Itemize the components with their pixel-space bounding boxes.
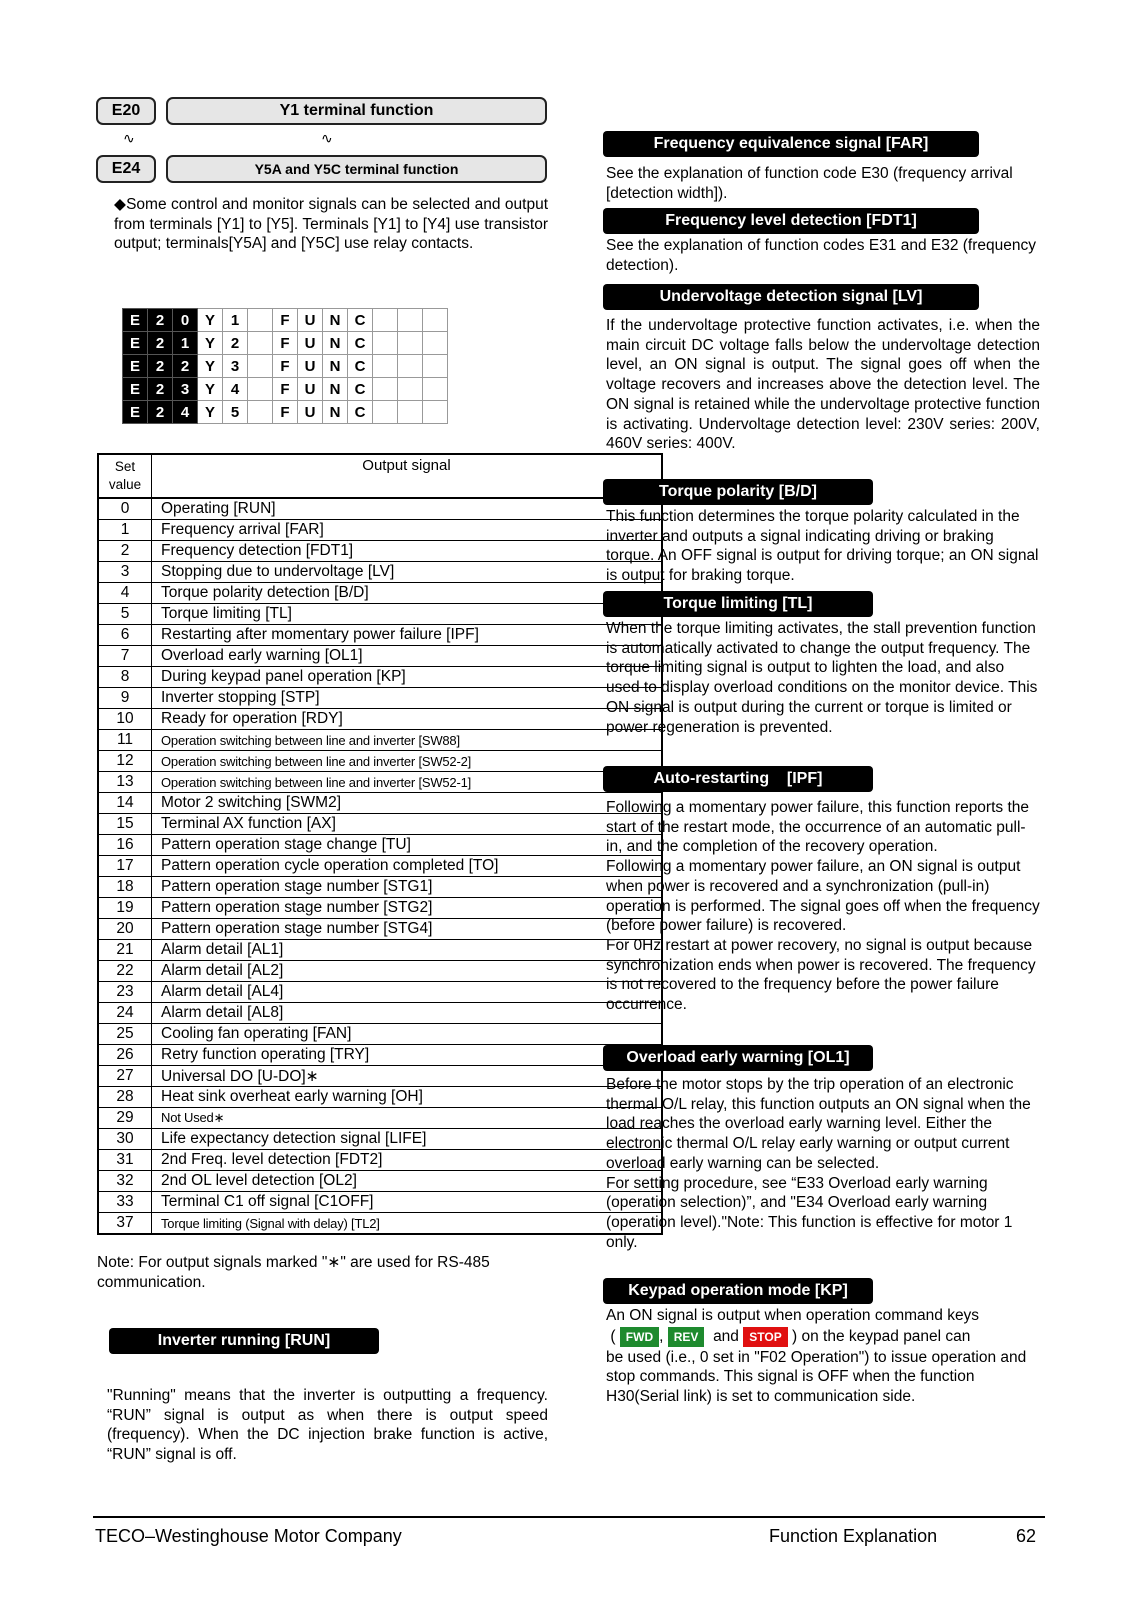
table-row	[98, 1129, 662, 1150]
output-signal-cell: Not Used∗	[152, 1108, 663, 1129]
display-cell: Y	[198, 332, 223, 355]
table-row	[98, 856, 662, 877]
kp-text-pre: An ON signal is output when operation command keys	[606, 1307, 980, 1324]
table-row	[98, 709, 662, 730]
set-value-cell: 25	[98, 1024, 152, 1045]
kp-comma: ,	[659, 1327, 664, 1345]
display-cell: E	[123, 309, 148, 332]
table-row	[98, 751, 662, 772]
kp-text-body: be used (i.e., 0 set in "F02 Operation") to issue operation and stop commands. This signal is OFF when the function H30(Serial link) is set to communication side.	[606, 1348, 1027, 1406]
display-row	[123, 332, 448, 355]
table-row	[98, 1108, 662, 1129]
footer-page-number: 62	[1016, 1526, 1037, 1546]
table-row	[98, 1024, 662, 1045]
output-signal-cell: 2nd Freq. level detection [FDT2]	[152, 1150, 663, 1171]
set-value-cell: 28	[98, 1087, 152, 1108]
footer-section: Function Explanation	[769, 1526, 938, 1546]
output-signal-cell: Overload early warning [OL1]	[152, 646, 663, 667]
set-value-cell: 11	[98, 730, 152, 751]
table-row	[98, 898, 662, 919]
table-row	[98, 667, 662, 688]
display-cell: 1	[173, 332, 198, 355]
table-row	[98, 583, 662, 604]
display-cell	[248, 309, 273, 332]
display-cell	[398, 401, 423, 424]
output-signal-cell: Operating [RUN]	[152, 498, 663, 520]
table-row	[98, 793, 662, 814]
output-signal-cell: Terminal C1 off signal [C1OFF]	[152, 1192, 663, 1213]
table-header-row	[98, 454, 662, 498]
display-cell: U	[298, 401, 323, 424]
table-row	[98, 1087, 662, 1108]
footer-rule	[93, 1516, 1045, 1518]
display-cell: 2	[148, 309, 173, 332]
output-signal-cell: Pattern operation stage number [STG1]	[152, 877, 663, 898]
output-signal-cell: Universal DO [U-DO]∗	[152, 1066, 663, 1087]
output-signal-cell: During keypad panel operation [KP]	[152, 667, 663, 688]
output-signal-cell: 2nd OL level detection [OL2]	[152, 1171, 663, 1192]
table-row	[98, 1150, 662, 1171]
output-signal-cell: Heat sink overheat early warning [OH]	[152, 1087, 663, 1108]
display-cell: 4	[223, 378, 248, 401]
table-row	[98, 498, 662, 520]
ipf-text-2: Following a momentary power failure, an ON signal is output when power is recovered and a synchronization (pull-in) operation is performed. The signal goes off when the frequency (before power failure) is recovered.	[606, 858, 1040, 935]
display-cell: U	[298, 332, 323, 355]
kp-keys-line	[606, 1326, 1040, 1348]
set-value-cell: 16	[98, 835, 152, 856]
lcd-display-grid	[122, 308, 448, 424]
display-cell: C	[348, 309, 373, 332]
display-row	[123, 309, 448, 332]
display-cell: 2	[148, 378, 173, 401]
display-cell: U	[298, 309, 323, 332]
display-cell: N	[323, 309, 348, 332]
display-cell	[398, 378, 423, 401]
ol1-text-1: Before the motor stops by the trip operation of an electronic thermal O/L relay, this function outputs an ON signal when the load reaches the overload early warning level. Either the electronic thermal O/L relay early warning or output current overload early warning can be selected.	[606, 1076, 1031, 1172]
display-row	[123, 355, 448, 378]
output-signal-cell: Life expectancy detection signal [LIFE]	[152, 1129, 663, 1150]
display-cell: Y	[198, 401, 223, 424]
range-tilde-right: ∿	[321, 130, 333, 146]
table-row	[98, 625, 662, 646]
display-cell: N	[323, 355, 348, 378]
output-signal-cell: Pattern operation cycle operation completed [TO]	[152, 856, 663, 877]
display-cell	[248, 332, 273, 355]
kp-header: Keypad operation mode [KP]	[603, 1278, 873, 1304]
footer-company: TECO–Westinghouse Motor Company	[95, 1526, 402, 1546]
output-signal-cell: Pattern operation stage change [TU]	[152, 835, 663, 856]
output-signal-cell: Pattern operation stage number [STG2]	[152, 898, 663, 919]
set-value-cell: 22	[98, 961, 152, 982]
code-box-start: E20	[96, 97, 156, 125]
stop-key-icon: STOP	[743, 1327, 787, 1347]
display-cell: U	[298, 378, 323, 401]
display-cell	[248, 401, 273, 424]
display-cell	[248, 378, 273, 401]
fwd-key-icon: FWD	[620, 1327, 659, 1347]
table-row	[98, 688, 662, 709]
display-cell: N	[323, 401, 348, 424]
lv-text: If the undervoltage protective function activates, i.e. when the main circuit DC voltage falls below the undervoltage detection level, an ON signal is output. The signal goes off when the voltage recovers and increases above the detection level. The ON signal is retained while the undervoltage protective function is activating. Undervoltage detection level: 230V series: 200V, 460V series: 400V.	[606, 317, 1040, 453]
header-output-signal: Output signal	[152, 454, 663, 498]
output-signal-cell: Torque polarity detection [B/D]	[152, 583, 663, 604]
fdt1-text: See the explanation of function codes E31 and E32 (frequency detection).	[606, 237, 1036, 274]
output-signal-cell: Retry function operating [TRY]	[152, 1045, 663, 1066]
ipf-text-3: For 0Hz restart at power recovery, no signal is output because synchronization ends when power is recovered. The frequency is not recovered to the frequency before the power failure occurrence.	[606, 936, 1036, 1014]
set-value-cell: 13	[98, 772, 152, 793]
display-cell: E	[123, 332, 148, 355]
table-row	[98, 1045, 662, 1066]
tl-header: Torque limiting [TL]	[603, 591, 873, 617]
display-cell: 5	[223, 401, 248, 424]
set-value-cell: 27	[98, 1066, 152, 1087]
set-value-cell: 3	[98, 562, 152, 583]
set-value-cell: 6	[98, 625, 152, 646]
set-value-cell: 8	[98, 667, 152, 688]
display-cell: E	[123, 401, 148, 424]
set-value-cell: 19	[98, 898, 152, 919]
code-title-start: Y1 terminal function	[166, 97, 547, 125]
code-box-end: E24	[96, 155, 156, 183]
set-value-cell: 24	[98, 1003, 152, 1024]
ipf-header: Auto-restarting [IPF]	[603, 766, 873, 792]
set-value-cell: 32	[98, 1171, 152, 1192]
display-cell	[373, 355, 398, 378]
output-signal-cell: Alarm detail [AL8]	[152, 1003, 663, 1024]
set-value-cell: 30	[98, 1129, 152, 1150]
set-value-cell: 29	[98, 1108, 152, 1129]
display-cell: 2	[173, 355, 198, 378]
run-section-header: Inverter running [RUN]	[109, 1328, 379, 1354]
set-value-cell: 9	[98, 688, 152, 709]
set-value-cell: 7	[98, 646, 152, 667]
set-value-cell: 26	[98, 1045, 152, 1066]
table-row	[98, 604, 662, 625]
output-signal-cell: Frequency arrival [FAR]	[152, 520, 663, 541]
table-row	[98, 541, 662, 562]
display-cell: C	[348, 332, 373, 355]
display-cell: E	[123, 355, 148, 378]
table-row	[98, 1066, 662, 1087]
display-cell: F	[273, 378, 298, 401]
table-row	[98, 1192, 662, 1213]
display-cell	[423, 332, 448, 355]
run-section-text: "Running" means that the inverter is outputting a frequency. “RUN” signal is output as when there is output speed (frequency). When the DC injection brake function is active, “RUN” signal is off.	[107, 1387, 548, 1464]
display-cell: C	[348, 355, 373, 378]
display-cell	[248, 355, 273, 378]
set-value-cell: 0	[98, 498, 152, 520]
display-cell: 1	[223, 309, 248, 332]
bd-header: Torque polarity [B/D]	[603, 479, 873, 505]
output-signal-cell: Torque limiting (Signal with delay) [TL2]	[152, 1213, 663, 1235]
ipf-text-1: Following a momentary power failure, this function reports the start of the restart mode, the occurrence of an automatic pull-in, and the completion of the recovery operation.	[606, 799, 1030, 856]
set-value-cell: 23	[98, 982, 152, 1003]
display-cell	[398, 355, 423, 378]
display-cell	[373, 309, 398, 332]
set-value-cell: 10	[98, 709, 152, 730]
output-signal-cell: Alarm detail [AL1]	[152, 940, 663, 961]
table-row	[98, 877, 662, 898]
set-value-cell: 14	[98, 793, 152, 814]
rev-key-icon: REV	[668, 1327, 705, 1347]
output-signal-cell: Alarm detail [AL2]	[152, 961, 663, 982]
table-row	[98, 646, 662, 667]
set-value-cell: 2	[98, 541, 152, 562]
output-signal-table	[97, 453, 663, 1235]
output-signal-cell: Operation switching between line and inverter [SW52-2]	[152, 751, 663, 772]
kp-open-paren: (	[610, 1327, 616, 1345]
table-row	[98, 1171, 662, 1192]
output-signal-cell: Ready for operation [RDY]	[152, 709, 663, 730]
display-cell: Y	[198, 355, 223, 378]
display-cell: Y	[198, 378, 223, 401]
table-row	[98, 520, 662, 541]
header-set-value: Set value	[98, 454, 152, 498]
display-cell: C	[348, 378, 373, 401]
display-cell	[423, 355, 448, 378]
table-row	[98, 1213, 662, 1235]
set-value-cell: 21	[98, 940, 152, 961]
code-title-end: Y5A and Y5C terminal function	[166, 155, 547, 183]
set-value-cell: 5	[98, 604, 152, 625]
output-signal-cell: Restarting after momentary power failure [IPF]	[152, 625, 663, 646]
output-signal-cell: Cooling fan operating [FAN]	[152, 1024, 663, 1045]
display-cell	[398, 332, 423, 355]
set-value-cell: 4	[98, 583, 152, 604]
table-row	[98, 940, 662, 961]
display-cell	[423, 309, 448, 332]
set-value-cell: 31	[98, 1150, 152, 1171]
output-signal-cell: Operation switching between line and inverter [SW52-1]	[152, 772, 663, 793]
display-cell: F	[273, 309, 298, 332]
ol1-text	[606, 1075, 1040, 1252]
display-cell: 2	[148, 401, 173, 424]
display-cell: N	[323, 378, 348, 401]
kp-and: and	[713, 1327, 739, 1345]
set-value-cell: 1	[98, 520, 152, 541]
display-row	[123, 378, 448, 401]
output-signal-cell: Stopping due to undervoltage [LV]	[152, 562, 663, 583]
set-value-cell: 15	[98, 814, 152, 835]
table-note: Note: For output signals marked "∗" are used for RS-485 communication.	[97, 1254, 490, 1291]
set-value-cell: 12	[98, 751, 152, 772]
ol1-text-2: For setting procedure, see “E33 Overload early warning (operation selection)”, and "E34 Overload early warning (operation level)."Note: This function is effective for motor 1 only.	[606, 1174, 1013, 1251]
set-value-cell: 37	[98, 1213, 152, 1235]
display-cell: E	[123, 378, 148, 401]
output-signal-cell: Terminal AX function [AX]	[152, 814, 663, 835]
ol1-header: Overload early warning [OL1]	[603, 1045, 873, 1071]
table-row	[98, 1003, 662, 1024]
display-cell: N	[323, 332, 348, 355]
table-row	[98, 814, 662, 835]
far-text: See the explanation of function code E30 (frequency arrival [detection width]).	[606, 165, 1013, 202]
tl-text: When the torque limiting activates, the stall prevention function is automatically activated to change the output frequency. The torque limiting signal is output to lighten the load, and also used to display overload conditions on the monitor device. This ON signal is output during the current or torque is limited or power regeneration is prevented.	[606, 620, 1038, 736]
display-cell: 2	[223, 332, 248, 355]
display-cell	[373, 378, 398, 401]
set-value-cell: 20	[98, 919, 152, 940]
display-cell: F	[273, 332, 298, 355]
display-cell: C	[348, 401, 373, 424]
output-signal-cell: Pattern operation stage number [STG4]	[152, 919, 663, 940]
table-row	[98, 982, 662, 1003]
display-cell: U	[298, 355, 323, 378]
fdt1-header: Frequency level detection [FDT1]	[603, 208, 979, 234]
display-cell	[423, 401, 448, 424]
ipf-text	[606, 798, 1040, 1015]
intro-text: ◆Some control and monitor signals can be selected and output from terminals [Y1] to [Y5]. Terminals [Y1] to [Y4] use transistor output; terminals[Y5A] and [Y5C] use relay contacts.	[114, 196, 548, 253]
range-tilde-left: ∿	[123, 130, 135, 146]
display-cell: F	[273, 401, 298, 424]
display-cell: Y	[198, 309, 223, 332]
display-cell: 3	[173, 378, 198, 401]
display-cell: 4	[173, 401, 198, 424]
kp-text	[606, 1306, 1040, 1407]
set-value-cell: 33	[98, 1192, 152, 1213]
display-cell	[373, 332, 398, 355]
output-signal-cell: Inverter stopping [STP]	[152, 688, 663, 709]
table-row	[98, 772, 662, 793]
display-cell: 2	[148, 355, 173, 378]
output-signal-cell: Frequency detection [FDT1]	[152, 541, 663, 562]
bd-text: This function determines the torque polarity calculated in the inverter and outputs a signal indicating driving or braking torque. An OFF signal is output for driving torque; an ON signal is output for braking torque.	[606, 508, 1039, 585]
display-cell: 3	[223, 355, 248, 378]
table-row	[98, 835, 662, 856]
display-cell	[423, 378, 448, 401]
far-header: Frequency equivalence signal [FAR]	[603, 131, 979, 157]
output-signal-cell: Operation switching between line and inverter [SW88]	[152, 730, 663, 751]
output-signal-cell: Motor 2 switching [SWM2]	[152, 793, 663, 814]
output-signal-cell: Alarm detail [AL4]	[152, 982, 663, 1003]
display-cell: 0	[173, 309, 198, 332]
display-cell: 2	[148, 332, 173, 355]
table-row	[98, 961, 662, 982]
lv-header: Undervoltage detection signal [LV]	[603, 284, 979, 310]
kp-post: ) on the keypad panel can	[792, 1327, 971, 1345]
table-row	[98, 562, 662, 583]
display-cell: F	[273, 355, 298, 378]
set-value-cell: 17	[98, 856, 152, 877]
display-row	[123, 401, 448, 424]
set-value-cell: 18	[98, 877, 152, 898]
output-signal-cell: Torque limiting [TL]	[152, 604, 663, 625]
display-cell	[398, 309, 423, 332]
table-row	[98, 730, 662, 751]
table-row	[98, 919, 662, 940]
display-cell	[373, 401, 398, 424]
